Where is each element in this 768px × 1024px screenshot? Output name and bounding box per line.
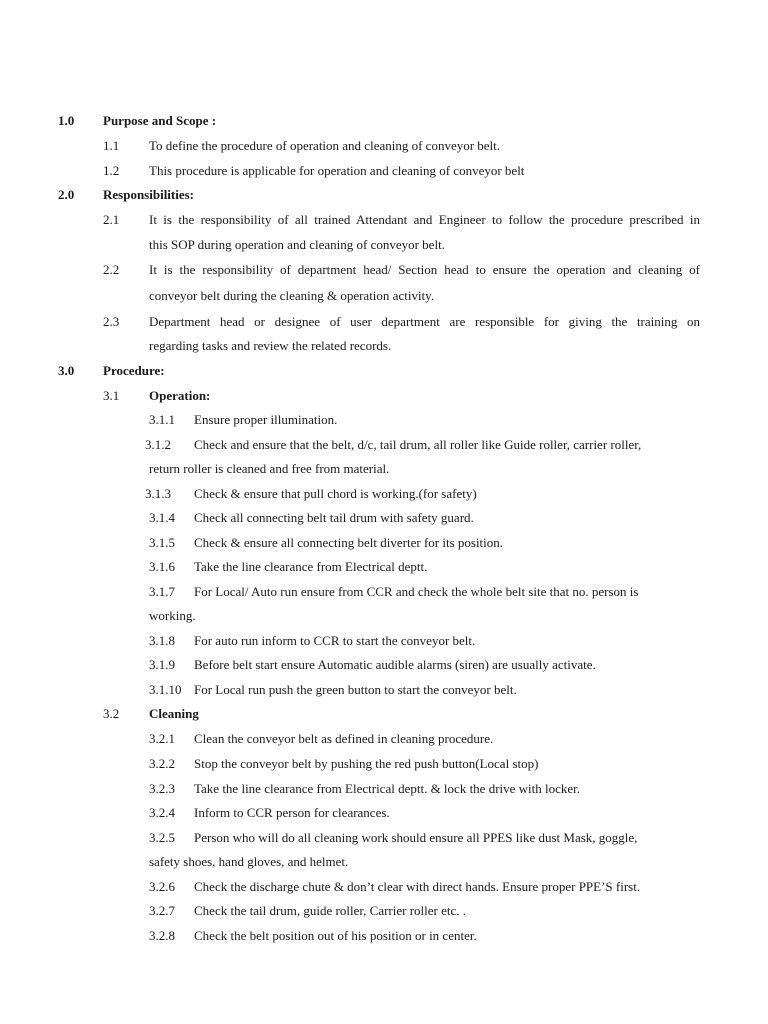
step-3-1-3-number: 3.1.3 [145,486,171,501]
step-3-1-1-text: Ensure proper illumination. [194,412,338,427]
step-3-1-9-text: Before belt start ensure Automatic audible alarms (siren) are usually activate. [194,657,596,672]
subsection-3-2-number: 3.2 [103,706,120,721]
section-2-title: Responsibilities: [103,187,195,202]
section-3-number: 3.0 [58,363,75,378]
step-3-2-5-text-continued: safety shoes, hand gloves, and helmet. [149,854,349,869]
step-3-1-5-text: Check & ensure all connecting belt diverter for its position. [194,535,504,550]
subsection-3-1-title: Operation: [149,388,211,403]
item-1-2-text: This procedure is applicable for operation and cleaning of conveyor belt [149,163,525,178]
step-3-2-7-text: Check the tail drum, guide roller, Carrier roller etc. . [194,903,467,918]
item-1-1-number: 1.1 [103,138,120,153]
item-2-2-number: 2.2 [103,262,120,277]
step-3-2-5-text: Person who will do all cleaning work should ensure all PPES like dust Mask, goggle, [194,830,638,845]
step-3-1-7-number: 3.1.7 [149,584,175,599]
item-2-1-number: 2.1 [103,212,120,227]
step-3-2-8-text: Check the belt position out of his position or in center. [194,928,477,943]
step-3-1-2-text: Check and ensure that the belt, d/c, tail drum, all roller like Guide roller, carrier roller, [194,437,642,452]
item-2-3-text-continued: regarding tasks and review the related records. [149,338,392,353]
item-2-1-text: It is the responsibility of all trained Attendant and Engineer to follow the procedure prescribed in [149,212,700,227]
item-2-3-number: 2.3 [103,314,120,329]
section-2-number: 2.0 [58,187,75,202]
step-3-1-10-number: 3.1.10 [149,682,182,697]
item-1-2-number: 1.2 [103,163,120,178]
step-3-2-8-number: 3.2.8 [149,928,175,943]
step-3-1-2-number: 3.1.2 [145,437,171,452]
step-3-1-6-text: Take the line clearance from Electrical deptt. [194,559,428,574]
item-2-1-text-continued: this SOP during operation and cleaning of conveyor belt. [149,237,445,252]
section-3-title: Procedure: [103,363,165,378]
step-3-2-4-number: 3.2.4 [149,805,175,820]
step-3-1-4-text: Check all connecting belt tail drum with safety guard. [194,510,474,525]
step-3-2-2-text: Stop the conveyor belt by pushing the red push button(Local stop) [194,756,539,771]
item-2-2-text: It is the responsibility of department head/ Section head to ensure the operation and cleaning of [149,262,700,277]
step-3-2-3-text: Take the line clearance from Electrical deptt. & lock the drive with locker. [194,781,581,796]
subsection-3-2-title: Cleaning [149,706,199,721]
step-3-2-1-text: Clean the conveyor belt as defined in cleaning procedure. [194,731,494,746]
subsection-3-1-number: 3.1 [103,388,120,403]
step-3-1-10-text: For Local run push the green button to start the conveyor belt. [194,682,517,697]
step-3-2-4-text: Inform to CCR person for clearances. [194,805,390,820]
step-3-1-8-number: 3.1.8 [149,633,175,648]
step-3-1-2-text-continued: return roller is cleaned and free from material. [149,461,390,476]
step-3-1-7-text: For Local/ Auto run ensure from CCR and check the whole belt site that no. person is [194,584,639,599]
item-2-3-text: Department head or designee of user department are responsible for giving the training on [149,314,700,329]
step-3-2-3-number: 3.2.3 [149,781,175,796]
step-3-1-3-text: Check & ensure that pull chord is working.(for safety) [194,486,477,501]
section-1-title: Purpose and Scope : [103,113,217,128]
step-3-1-8-text: For auto run inform to CCR to start the conveyor belt. [194,633,476,648]
step-3-1-7-text-continued: working. [149,608,196,623]
step-3-1-5-number: 3.1.5 [149,535,175,550]
item-2-2-text-continued: conveyor belt during the cleaning & operation activity. [149,288,435,303]
step-3-2-6-text: Check the discharge chute & don’t clear with direct hands. Ensure proper PPE’S first. [194,879,641,894]
section-1-number: 1.0 [58,113,75,128]
item-1-1-text: To define the procedure of operation and cleaning of conveyor belt. [149,138,501,153]
step-3-1-4-number: 3.1.4 [149,510,175,525]
step-3-1-6-number: 3.1.6 [149,559,175,574]
step-3-2-6-number: 3.2.6 [149,879,175,894]
step-3-2-2-number: 3.2.2 [149,756,175,771]
step-3-2-7-number: 3.2.7 [149,903,175,918]
step-3-2-1-number: 3.2.1 [149,731,175,746]
step-3-1-9-number: 3.1.9 [149,657,175,672]
step-3-2-5-number: 3.2.5 [149,830,175,845]
step-3-1-1-number: 3.1.1 [149,412,175,427]
